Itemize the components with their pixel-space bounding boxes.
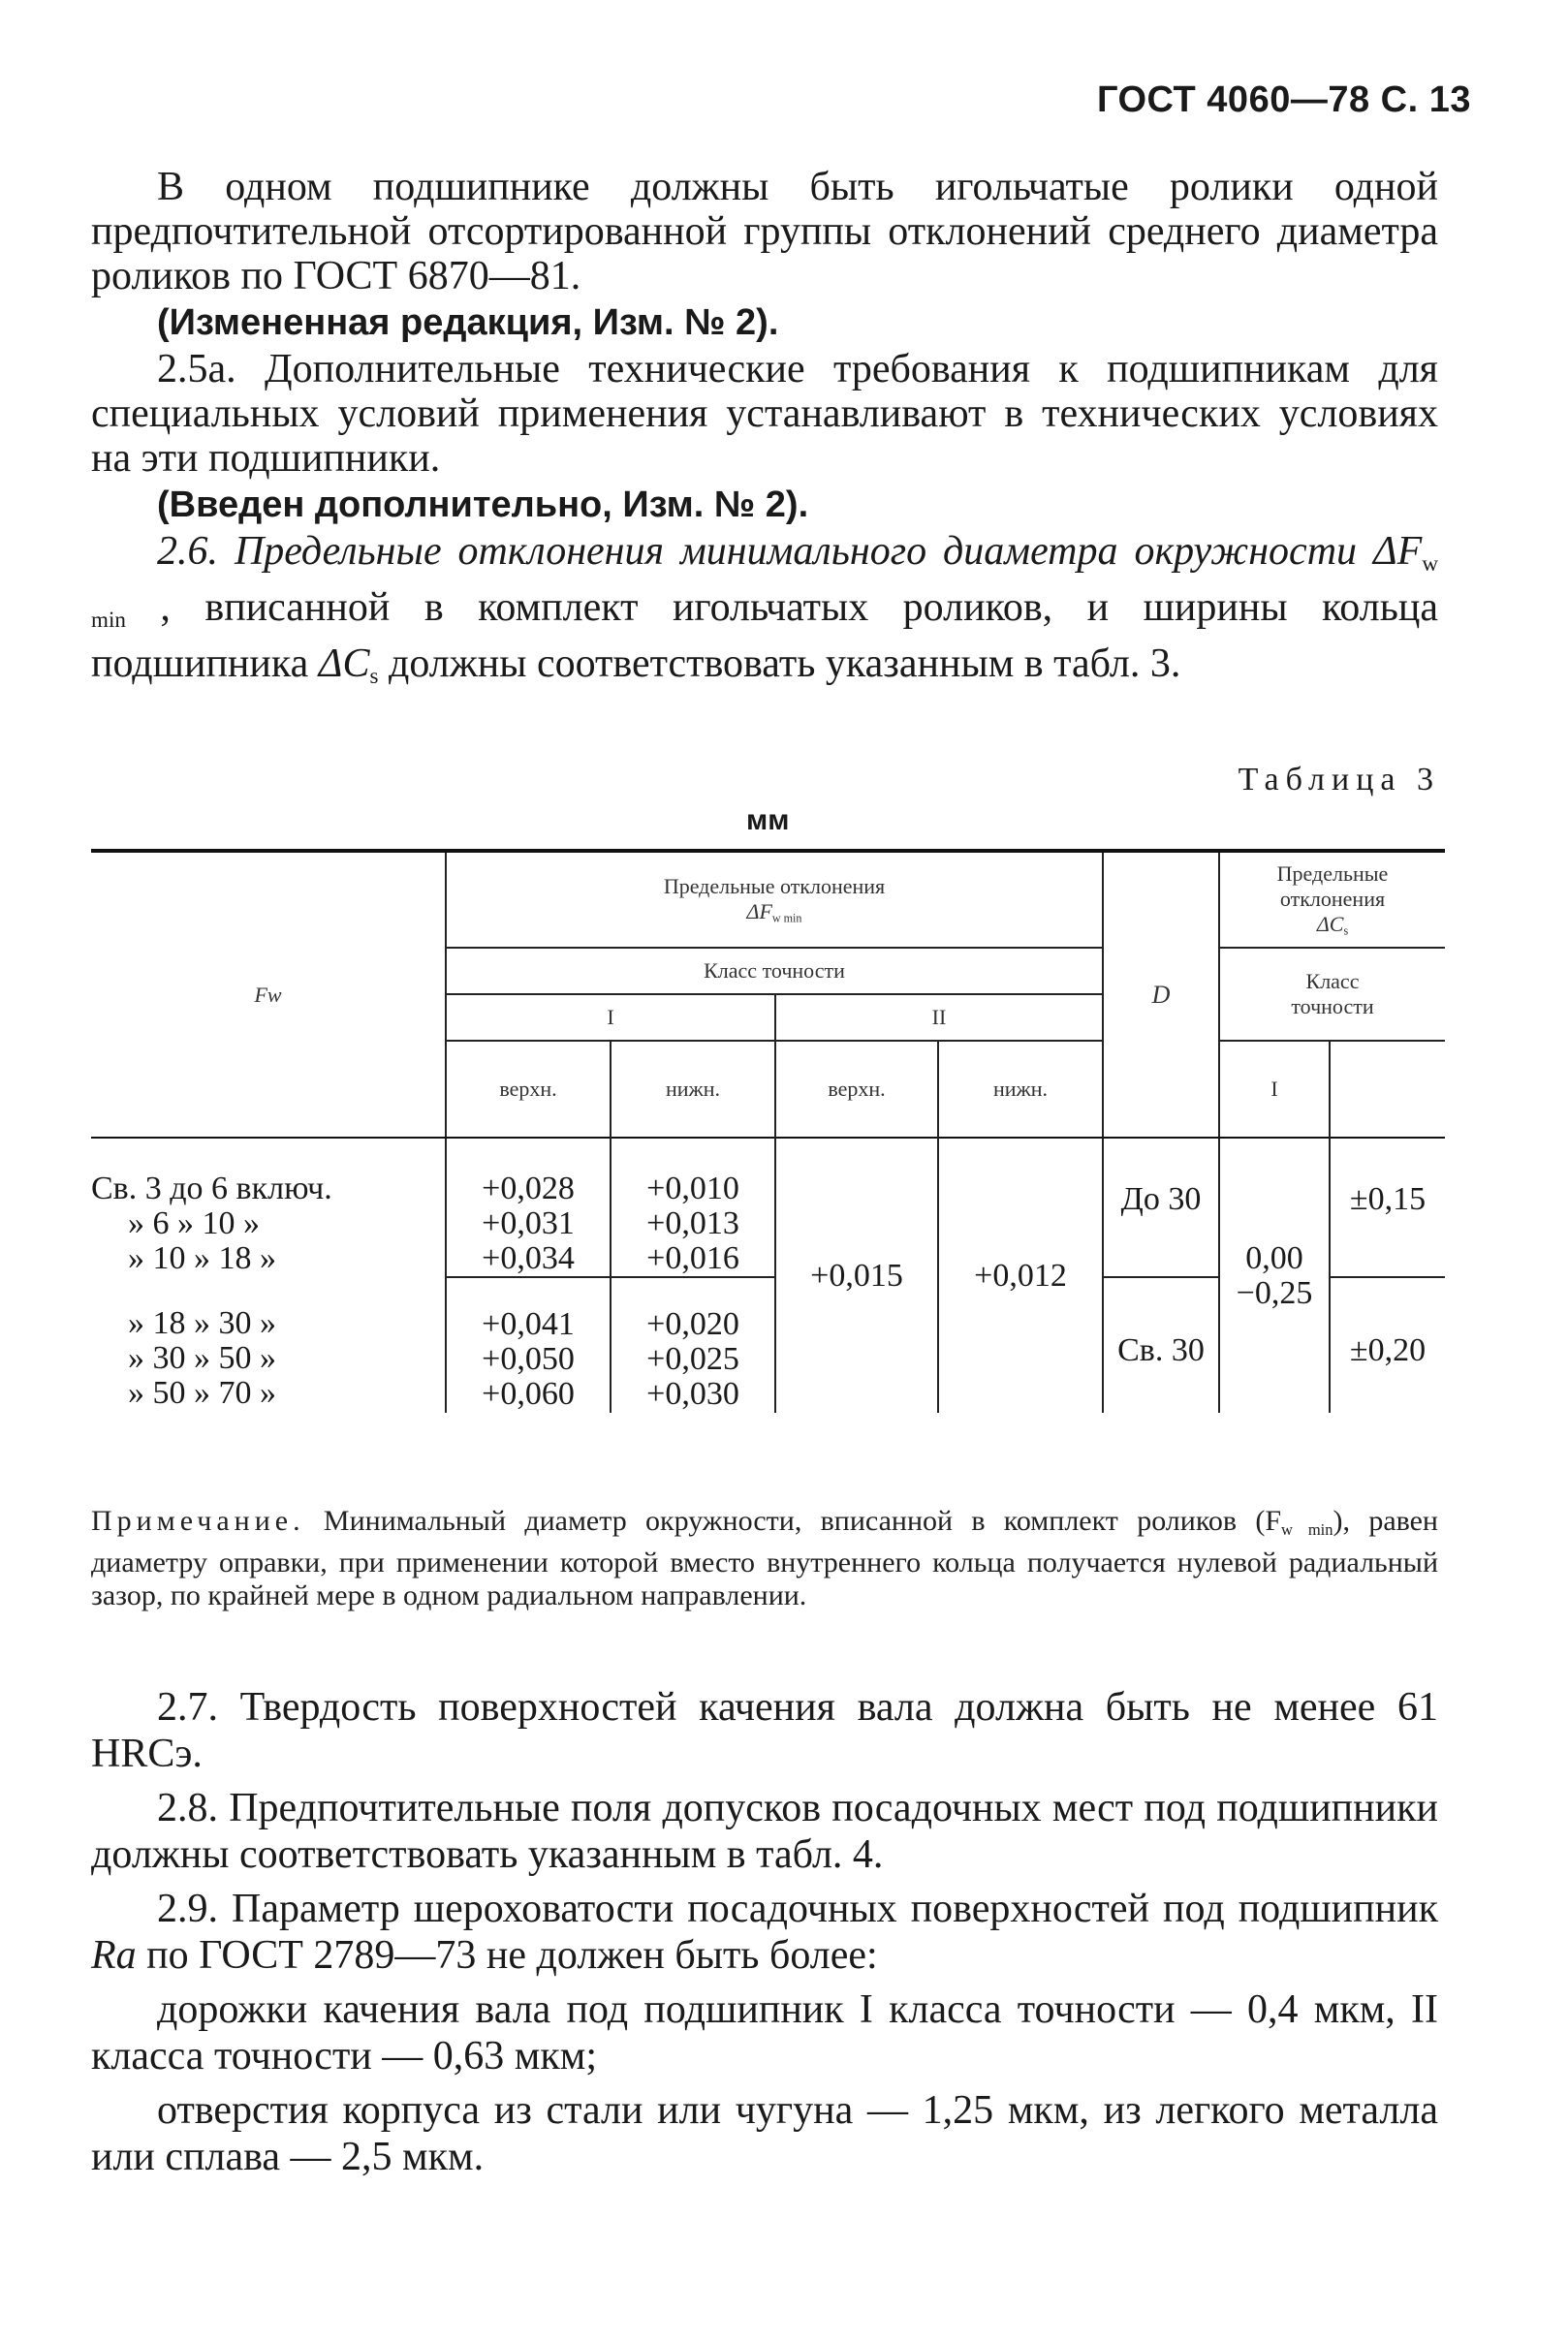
table-unit: мм xyxy=(746,804,790,836)
table-row: Св. 3 до 6 включ. xyxy=(91,1171,332,1206)
amendment-note-2: (Введен дополнительно, Изм. № 2). xyxy=(157,484,809,525)
lower-i-group-1: +0,010 +0,013 +0,016 xyxy=(611,1138,775,1277)
col-header-fw: Fw xyxy=(91,851,446,1138)
col-header-upper-ii: верхн. xyxy=(775,1041,938,1138)
table-row: » 30 » 50 » xyxy=(128,1340,276,1376)
upper-i-group-2: +0,041 +0,050 +0,060 xyxy=(446,1277,611,1413)
upper-i-group-1: +0,028 +0,031 +0,034 xyxy=(446,1138,611,1277)
symbol-delta-fw: $\Delta F_{w min}$ xyxy=(91,529,1438,632)
symbol-ra: Ra xyxy=(91,1933,137,1978)
col-header-upper-i: верхн. xyxy=(446,1041,611,1138)
cs-value: 0,00 −0,25 xyxy=(1219,1138,1330,1413)
col-header-dev-cs: Предельные отклонения $\Delta C_s$ xyxy=(1219,851,1445,948)
paragraph-2-8: 2.8. Предпочтительные поля допусков посадочных мест под подшипники должны соответствовать указанным в табл. 4. xyxy=(91,1786,1438,1877)
page-header: ГОСТ 4060—78 С. 13 xyxy=(1096,79,1471,120)
col-header-empty xyxy=(1330,1041,1445,1138)
col-header-class2-i: I xyxy=(1219,1041,1330,1138)
symbol-delta-cs: $\Delta C_s$ xyxy=(318,641,379,688)
table-row: » 6 » 10 » xyxy=(128,1205,260,1241)
col-header-class-i: I xyxy=(446,994,775,1041)
col-header-lower-ii: нижн. xyxy=(938,1041,1103,1138)
paragraph-2-9: 2.9. Параметр шероховатости посадочных поверхностей под подшипник Ra по ГОСТ 2789—73 не должен быть более: xyxy=(91,1887,1438,1978)
pm-value-2: ±0,20 xyxy=(1330,1277,1445,1413)
col-header-class2: Класс точности xyxy=(1219,948,1445,1041)
col-header-dev-fw: Предельные отклонения $\Delta F_{w min}$ xyxy=(446,851,1103,948)
table-row: » 50 » 70 » xyxy=(128,1375,276,1411)
fw-ranges-group-1 xyxy=(91,1138,446,1277)
lower-text-block xyxy=(91,1684,1438,2182)
col-header-class: Класс точности xyxy=(446,948,1103,994)
upper-ii-value: +0,015 xyxy=(775,1138,938,1413)
note-sub: w min xyxy=(1281,1519,1333,1539)
d-value-1: До 30 xyxy=(1103,1138,1219,1277)
paragraph-2-9-item-2: отверстия корпуса из стали или чугуна — 1,25 мкм, из легкого металла или сплава — 2,5 мкм. xyxy=(91,2088,1438,2179)
d-value-2: Св. 30 xyxy=(1103,1277,1219,1413)
table-row: » 10 » 18 » xyxy=(128,1240,276,1276)
table-note xyxy=(91,1505,1438,1612)
table-3 xyxy=(91,849,1445,1413)
note-text: Минимальный диаметр окружности, вписанной в комплект роликов (F xyxy=(323,1505,1282,1537)
paragraph-2-6-mid: , вписанной в комплект игольчатых роликов, и ширины кольца подшипника xyxy=(91,584,1438,686)
paragraph-2-5a: 2.5а. Дополнительные технические требования к подшипникам для специальных условий применения устанавливают в технических условиях на эти подшипники. xyxy=(91,347,1438,481)
paragraph-2-9-item-1: дорожки качения вала под подшипник I класса точности — 0,4 мкм, II класса точности — 0,63 мкм; xyxy=(91,1987,1438,2078)
fw-ranges-group-2 xyxy=(91,1277,446,1413)
col-header-class-ii: II xyxy=(775,994,1103,1041)
col-header-lower-i: нижн. xyxy=(611,1041,775,1138)
paragraph-rollers: В одном подшипнике должны быть игольчатые ролики одной предпочтительной отсортированной группы отклонений среднего диаметра роликов по ГОСТ 6870—81. xyxy=(91,165,1438,298)
paragraph-2-6 xyxy=(91,529,1438,698)
amendment-note-1: (Измененная редакция, Изм. № 2). xyxy=(157,302,779,343)
lower-i-group-2: +0,020 +0,025 +0,030 xyxy=(611,1277,775,1413)
col-header-d: D xyxy=(1103,851,1219,1138)
paragraph-2-7: 2.7. Твердость поверхностей качения вала должна быть не менее 61 HRCэ. xyxy=(91,1685,1438,1776)
note-text-2: ), равен диаметру оправки, при применении которой вместо внутреннего кольца получается нулевой радиальный зазор, по крайней мере в одном радиальном направлении. xyxy=(91,1505,1438,1611)
pm-value-1: ±0,15 xyxy=(1330,1138,1445,1277)
note-label: Примечание. xyxy=(91,1505,305,1537)
table-row: » 18 » 30 » xyxy=(128,1305,276,1341)
table-title: Таблица 3 xyxy=(1238,762,1440,797)
paragraph-2-6-end: должны соответствовать указанным в табл. 3. xyxy=(388,641,1181,686)
paragraph-2-6-lead: 2.6. Предельные отклонения минимального диаметра окружности xyxy=(157,529,1358,574)
lower-ii-value: +0,012 xyxy=(938,1138,1103,1413)
upper-text-block xyxy=(91,165,1438,700)
